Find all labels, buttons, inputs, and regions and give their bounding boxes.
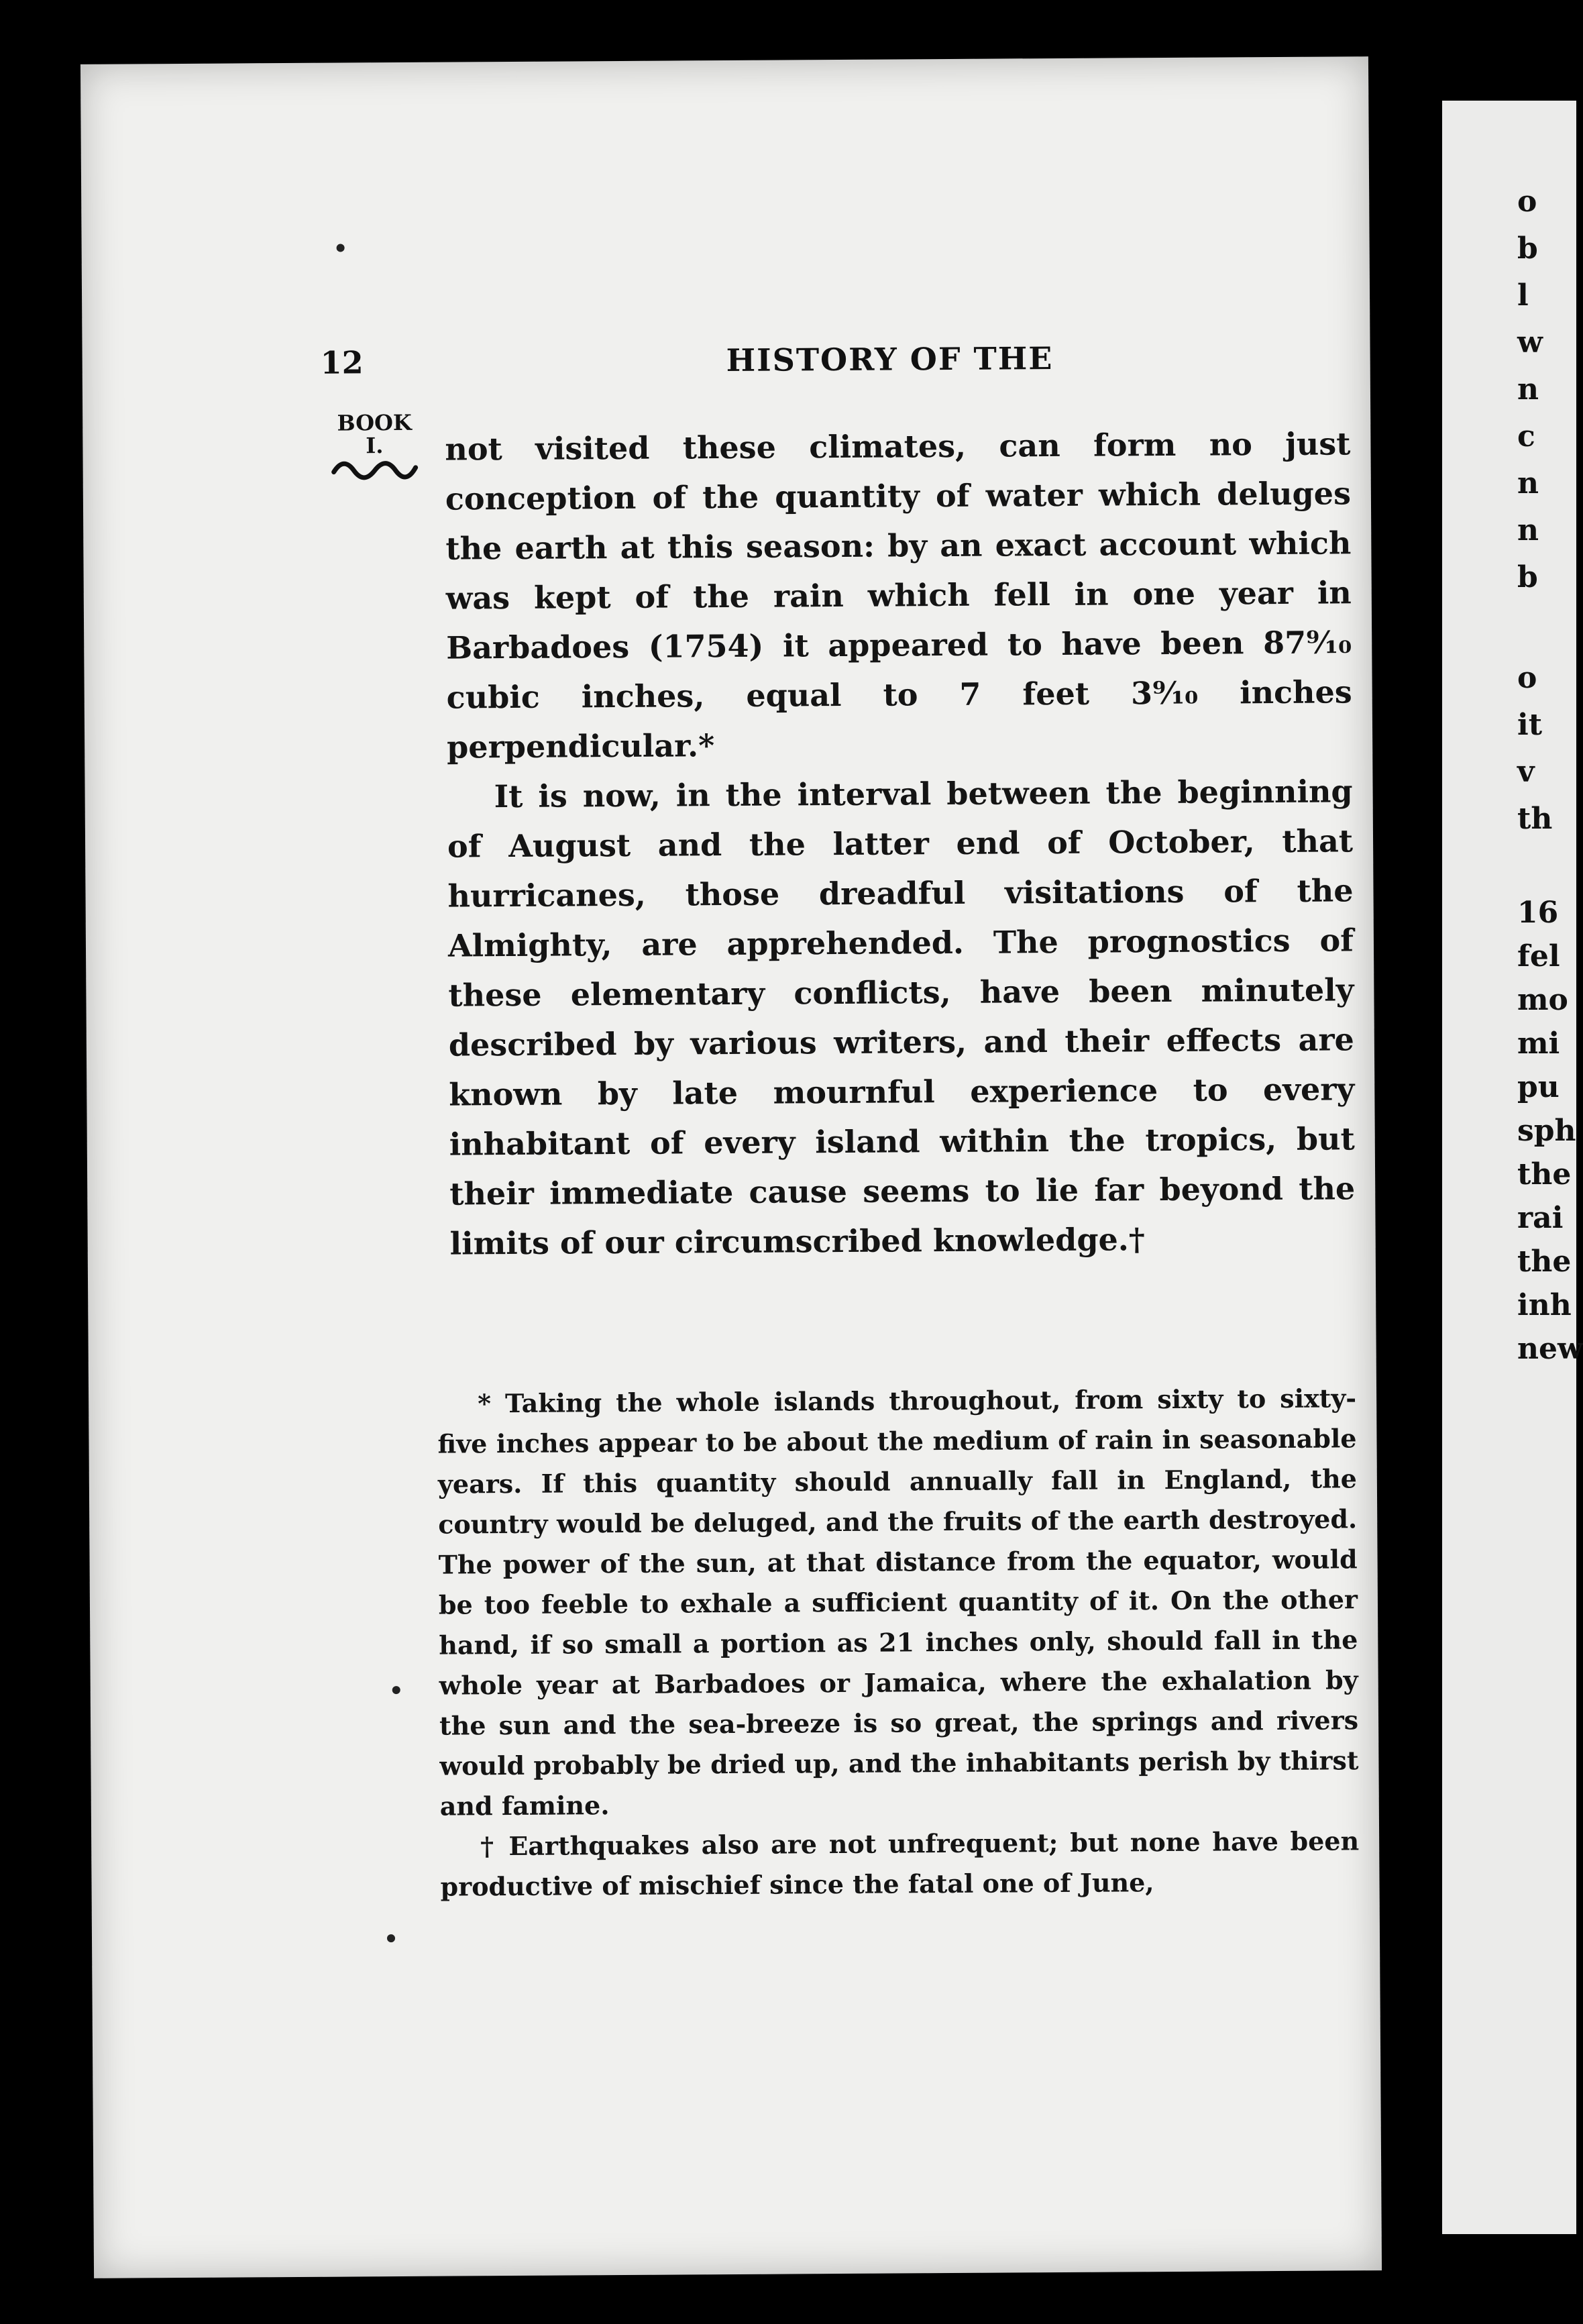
footnotes: [437, 1378, 1360, 1907]
edge-fragment: fel: [1517, 939, 1560, 973]
edge-fragment: th: [1517, 802, 1553, 836]
edge-fragment: c: [1517, 419, 1535, 454]
edge-fragment: w: [1517, 325, 1543, 360]
ornament-swash-icon: [331, 460, 419, 480]
ink-speck: [392, 1686, 400, 1694]
footnote: † Earthquakes also are not unfrequent; but none have been productive of mischief since the fatal one of June,: [440, 1826, 1360, 1902]
adjacent-page-edge: [1442, 101, 1583, 2234]
book-page: [80, 56, 1382, 2278]
footnote: * Taking the whole islands throughout, from sixty to sixty-five inches appear to be about the medium of rain in seasonable years. If this quantity should annually fall in England, the country would be deluged, and the fruits of the earth destroyed. The power of the sun, at that distance from the equator, would be too feeble to exhale a sufficient quantity of it. On the other hand, if so small a portion as 21 inches only, should fall in the whole year at Barbadoes or Jamaica, where the exhalation by the sun and the sea-breeze is so great, the springs and rivers would probably be dried up, and the inhabitants perish by thirst and famine.: [437, 1383, 1359, 1821]
ink-speck: [387, 1934, 395, 1942]
main-text: [445, 419, 1356, 1268]
running-head: [83, 338, 1370, 393]
edge-fragment: rai: [1517, 1201, 1564, 1235]
edge-fragment: sph: [1517, 1114, 1576, 1148]
edge-fragment: pu: [1517, 1070, 1560, 1104]
edge-fragment: n: [1517, 513, 1539, 547]
edge-fragment: o: [1517, 184, 1537, 219]
edge-fragment: n: [1517, 466, 1539, 500]
edge-fragment: the: [1517, 1157, 1572, 1192]
edge-fragment: n: [1517, 372, 1539, 407]
edge-fragment: the: [1517, 1245, 1572, 1279]
paragraph: It is now, in the interval between the beginning of August and the latter end of October, that hurricanes, those dreadful visitations of the Almighty, are apprehended. The prognostics of these elementary conflicts, have been minutely described by various writers, and their effects are known by late mournful experience to every inhabitant of every island within the tropics, but their immediate cause seems to lie far beyond the limits of our circumscribed knowledge.†: [447, 773, 1356, 1262]
book-label: BOOK: [337, 409, 412, 436]
edge-fragment: o: [1517, 661, 1537, 695]
edge-fragment: 16: [1517, 896, 1559, 930]
running-head-title: HISTORY OF THE: [726, 340, 1054, 379]
edge-fragment: l: [1517, 278, 1529, 313]
edge-fragment: new: [1517, 1332, 1583, 1366]
book-number: I.: [366, 433, 384, 459]
edge-fragment: it: [1517, 708, 1543, 742]
edge-fragment: b: [1517, 560, 1538, 594]
page-number: 12: [320, 344, 364, 381]
margin-note: [324, 411, 425, 480]
edge-fragment: mo: [1517, 983, 1568, 1017]
paragraph: not visited these climates, can form no just conception of the quantity of water which deluges the earth at this season: by an exact account which was kept of the rain which fell in one year in Barbadoes (1754) it appeared to have been 87⁹⁄₁₀ cubic inches, equal to 7 feet 3⁹⁄₁₀ inches perpendicular.*: [445, 425, 1352, 765]
edge-fragment: mi: [1517, 1026, 1560, 1061]
edge-fragment: v: [1517, 755, 1535, 789]
edge-fragment: b: [1517, 231, 1538, 266]
ink-speck: [337, 244, 345, 252]
edge-fragment: inh: [1517, 1288, 1572, 1322]
